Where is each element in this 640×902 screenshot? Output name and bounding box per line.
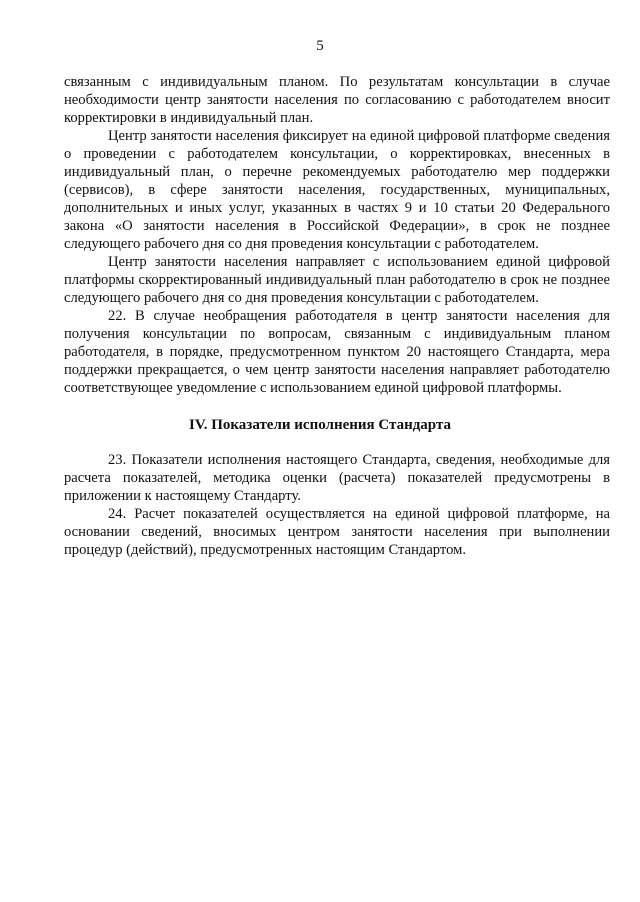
section-heading: IV. Показатели исполнения Стандарта: [188, 417, 452, 433]
paragraph-item-22: 22. В случае необращения работодателя в центр занятости населения для получения консультации по вопросам, связанным с индивидуальным планом работодателя, в порядке, предусмотренном пунктом 20 настоящего Стандарта, мера поддержки прекращается, о чем центр занятости населения направляет работодателю соответствующее уведомление с использованием единой цифровой платформы.: [64, 308, 610, 396]
page-number: 5: [316, 38, 324, 54]
paragraph-item-23: 23. Показатели исполнения настоящего Стандарта, сведения, необходимые для расчета показателей, методика оценки (расчета) показателей предусмотрены в приложении к настоящему Стандарту.: [64, 452, 610, 504]
body-text-bottom: [64, 451, 610, 559]
body-text-top: [64, 73, 610, 397]
paragraph-continuation: связанным с индивидуальным планом. По результатам консультации в случае необходимости центр занятости населения по согласованию с работодателем вносит корректировки в индивидуальный план.: [64, 74, 610, 126]
paragraph-platform-record: Центр занятости населения фиксирует на единой цифровой платформе сведения о проведении с работодателем консультации, о корректировках, внесенных в индивидуальный план, о перечне рекомендуемых работодателю мер поддержки (сервисов), в сфере занятости населения, государственных, муниципальных, дополнительных и иных услуг, указанных в частях 9 и 10 статьи 20 Федерального закона «О занятости населения в Российской Федерации», в срок не позднее следующего рабочего дня со дня проведения консультации с работодателем.: [64, 128, 610, 252]
paragraph-item-24: 24. Расчет показателей осуществляется на единой цифровой платформе, на основании сведений, вносимых центром занятости населения при выполнении процедур (действий), предусмотренных настоящим Стандартом.: [64, 506, 610, 558]
paragraph-plan-sending: Центр занятости населения направляет с использованием единой цифровой платформы скорректированный индивидуальный план работодателю в срок не позднее следующего рабочего дня со дня проведения консультации с работодателем.: [64, 254, 610, 306]
